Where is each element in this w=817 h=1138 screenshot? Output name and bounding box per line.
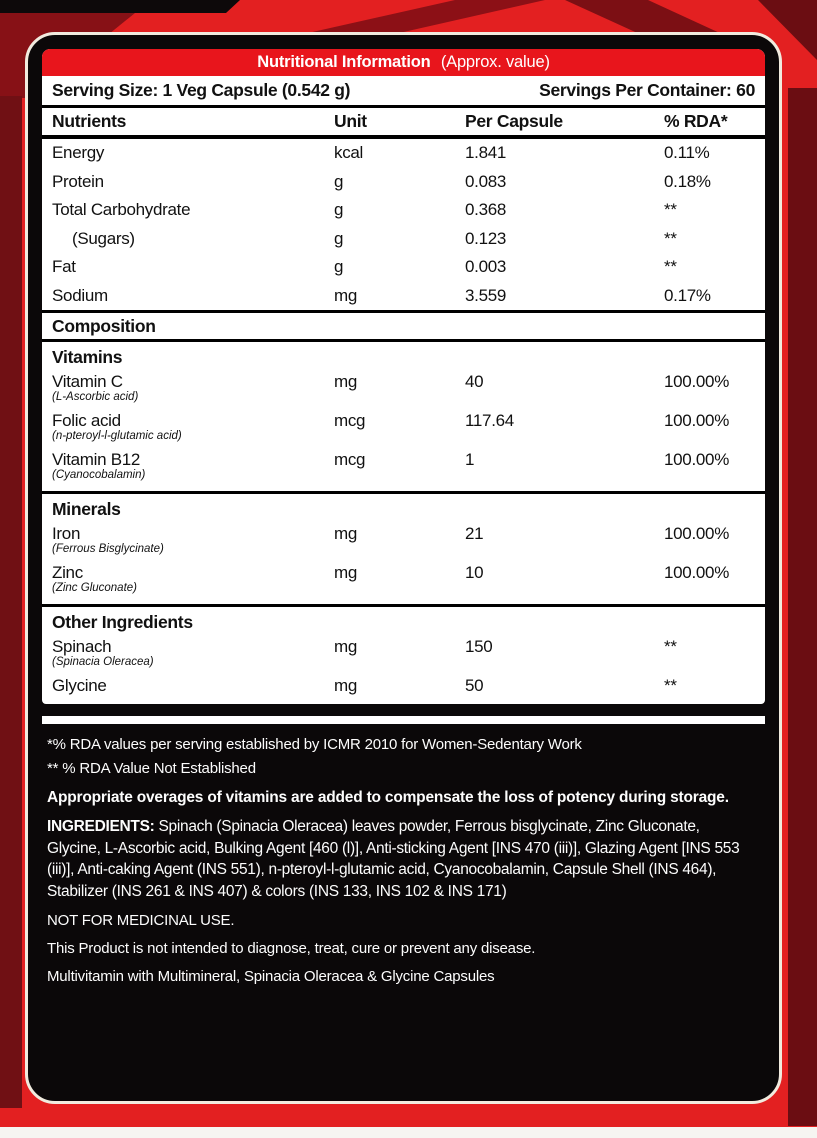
product-description: Multivitamin with Multimineral, Spinacia Oleracea & Glycine Capsules xyxy=(47,968,495,985)
nutrient-unit: kcal xyxy=(334,143,364,163)
table-row-energy xyxy=(42,139,765,168)
ingredient-chemical-name: (Zinc Gluconate) xyxy=(52,582,138,594)
nutrient-name: Sodium xyxy=(52,285,108,305)
overage-note: Appropriate overages of vitamins are added to compensate the loss of potency during storage. xyxy=(47,789,729,806)
nutrient-unit: g xyxy=(334,200,344,220)
nutrient-rda: 0.18% xyxy=(664,171,711,191)
column-header-unit: Unit xyxy=(334,111,367,131)
ingredient-unit: mg xyxy=(334,563,358,582)
nutrient-rda: 0.17% xyxy=(664,285,711,305)
minerals-section-title: Minerals xyxy=(52,499,121,519)
other-ingredients-section xyxy=(42,604,765,704)
not-for-medicinal-use-notice: NOT FOR MEDICINAL USE. xyxy=(47,912,235,929)
ingredient-per-capsule: 117.64 xyxy=(465,411,514,430)
divider-bar xyxy=(42,716,765,724)
ingredient-unit: mg xyxy=(334,676,358,695)
nutrition-title: Nutritional Information xyxy=(257,53,431,71)
ingredient-name: Glycine xyxy=(52,676,107,695)
serving-size: Serving Size: 1 Veg Capsule (0.542 g) xyxy=(52,80,351,100)
ingredient-rda: ** xyxy=(664,637,677,656)
ingredient-chemical-name: (Ferrous Bisglycinate) xyxy=(52,543,164,555)
table-row-protein xyxy=(42,168,765,197)
nutrient-per-capsule: 0.123 xyxy=(465,228,507,248)
table-row-spinach xyxy=(42,635,765,674)
ingredient-per-capsule: 21 xyxy=(465,524,484,543)
nutrient-unit: g xyxy=(334,228,344,248)
table-row-sodium xyxy=(42,282,765,311)
ingredient-unit: mg xyxy=(334,524,358,543)
table-row-vitamin-b12 xyxy=(42,448,765,491)
ingredient-chemical-name: (Cyanocobalamin) xyxy=(52,469,146,481)
ingredient-per-capsule: 10 xyxy=(465,563,484,582)
nutrient-rda: ** xyxy=(664,200,677,220)
ingredient-unit: mcg xyxy=(334,411,366,430)
ingredient-chemical-name: (n-pteroyl-l-glutamic acid) xyxy=(52,430,182,442)
ingredients-paragraph xyxy=(47,816,747,902)
vitamins-section xyxy=(42,342,765,491)
ingredient-unit: mg xyxy=(334,637,358,656)
ingredient-chemical-name: (Spinacia Oleracea) xyxy=(52,656,154,668)
other-ingredients-section-title: Other Ingredients xyxy=(52,612,193,632)
table-row-vitamin-c xyxy=(42,370,765,409)
nutrient-unit: mg xyxy=(334,285,358,305)
column-header-per-capsule: Per Capsule xyxy=(465,111,563,131)
ingredient-rda: 100.00% xyxy=(664,524,730,543)
nutrient-rda: ** xyxy=(664,257,677,277)
vitamins-section-title: Vitamins xyxy=(52,347,123,367)
ingredient-name: Vitamin C xyxy=(52,372,123,391)
ingredients-label: INGREDIENTS: xyxy=(47,818,155,835)
label-footer-panel xyxy=(42,724,765,985)
ingredient-per-capsule: 50 xyxy=(465,676,484,695)
table-row-sugars xyxy=(42,225,765,254)
nutrient-name: Energy xyxy=(52,143,105,163)
table-row-total-carbohydrate xyxy=(42,196,765,225)
table-header-row xyxy=(42,108,765,139)
table-row-folic-acid xyxy=(42,409,765,448)
nutrient-per-capsule: 0.368 xyxy=(465,200,507,220)
nutrient-per-capsule: 0.003 xyxy=(465,257,507,277)
nutrient-unit: g xyxy=(334,257,344,277)
table-row-glycine xyxy=(42,674,765,704)
nutrient-name: Protein xyxy=(52,171,104,191)
disclaimer-notice: This Product is not intended to diagnose, treat, cure or prevent any disease. xyxy=(47,940,536,957)
ingredient-per-capsule: 1 xyxy=(465,450,475,469)
ingredient-name: Vitamin B12 xyxy=(52,450,141,469)
nutrient-per-capsule: 3.559 xyxy=(465,285,507,305)
rda-footnote: *% RDA values per serving established by ICMR 2010 for Women-Sedentary Work xyxy=(47,736,582,753)
nutrient-name: Fat xyxy=(52,257,76,277)
ingredient-name: Iron xyxy=(52,524,81,543)
column-header-rda: % RDA* xyxy=(664,111,728,131)
ingredient-rda: 100.00% xyxy=(664,372,730,391)
composition-section-header: Composition xyxy=(42,310,765,342)
ingredient-per-capsule: 150 xyxy=(465,637,493,656)
ingredient-name: Spinach xyxy=(52,637,112,656)
nutrient-name: Total Carbohydrate xyxy=(52,200,191,220)
nutrition-header-bar xyxy=(42,49,765,76)
ingredient-rda: ** xyxy=(664,676,677,695)
ingredient-unit: mg xyxy=(334,372,358,391)
nutrition-table-area xyxy=(42,49,765,704)
nutrient-per-capsule: 0.083 xyxy=(465,171,507,191)
nutrient-rda: ** xyxy=(664,228,677,248)
nutrient-name: (Sugars) xyxy=(72,228,135,248)
nutrient-unit: g xyxy=(334,171,344,191)
ingredient-name: Zinc xyxy=(52,563,83,582)
ingredient-name: Folic acid xyxy=(52,411,121,430)
nutrition-label-card xyxy=(25,32,782,1104)
table-row-zinc xyxy=(42,561,765,604)
nutrient-per-capsule: 1.841 xyxy=(465,143,507,163)
ingredient-unit: mcg xyxy=(334,450,366,469)
ingredients-text: Spinach (Spinacia Oleracea) leaves powder, Ferrous bisglycinate, Zinc Gluconate, Glycine, L-Ascorbic acid, Bulking Agent [460 (l)], Anti-sticking Agent [INS 470 (iii)], Glazing Agent [INS 553 (iii)], Anti-caking Agent (INS 551), n-pteroyl-l-glutamic acid, Cyanocobalamin, Capsule Shell (INS 464), Stabilizer (INS 261 & INS 407) & colors (INS 133, INS 102 & INS 171) xyxy=(47,818,740,900)
ingredient-rda: 100.00% xyxy=(664,411,730,430)
nutrient-rda: 0.11% xyxy=(664,143,710,163)
column-header-nutrients: Nutrients xyxy=(52,111,127,131)
minerals-section xyxy=(42,491,765,604)
table-row-iron xyxy=(42,522,765,561)
ingredient-rda: 100.00% xyxy=(664,563,730,582)
table-row-fat xyxy=(42,253,765,282)
ingredient-per-capsule: 40 xyxy=(465,372,484,391)
rda-not-established-footnote: ** % RDA Value Not Established xyxy=(47,760,256,777)
serving-row xyxy=(42,76,765,108)
nutrition-subtitle: (Approx. value) xyxy=(440,53,550,71)
ingredient-rda: 100.00% xyxy=(664,450,730,469)
ingredient-chemical-name: (L-Ascorbic acid) xyxy=(52,391,139,403)
servings-per-container: Servings Per Container: 60 xyxy=(539,80,755,100)
